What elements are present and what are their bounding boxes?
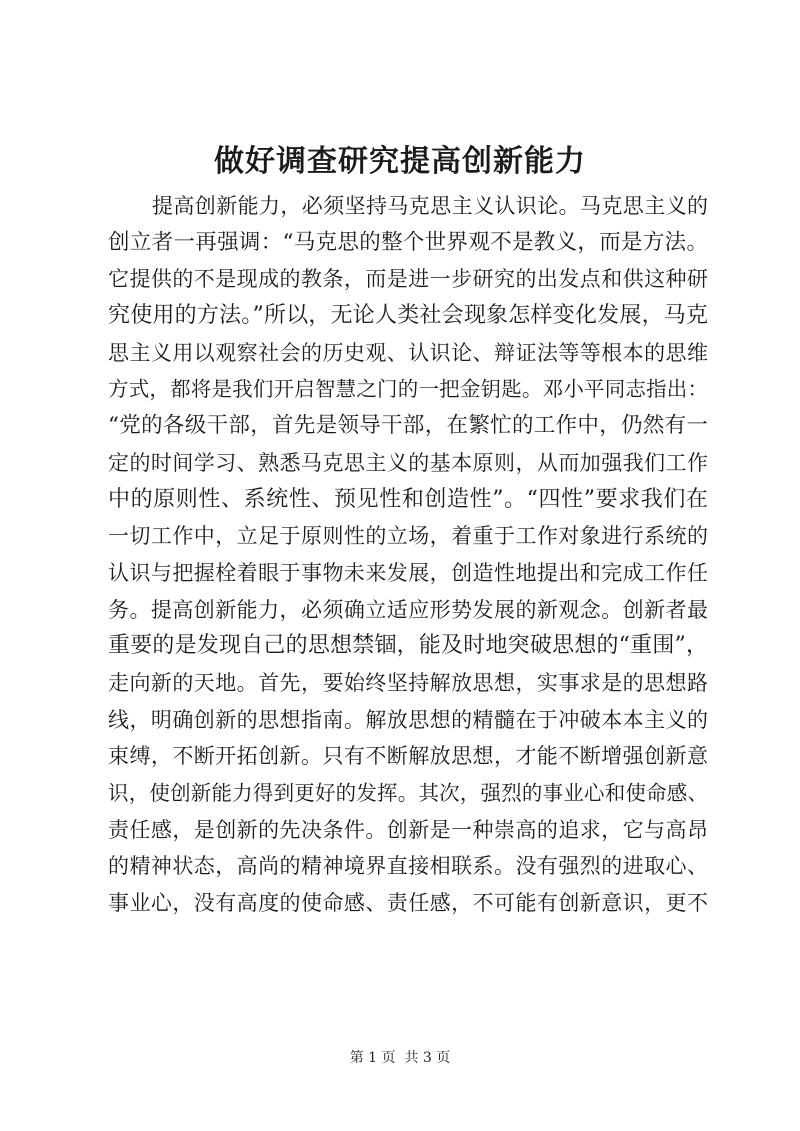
document-body: [108, 188, 708, 922]
body-line: 束缚，不断开拓创新。只有不断解放思想，才能不断增强创新意: [108, 744, 708, 769]
page-number-footer: 第 1 页 共 3 页: [349, 1050, 451, 1066]
body-line: 走向新的天地。首先，要始终坚持解放思想，实事求是的思想路: [108, 670, 708, 695]
body-line: 重要的是发现自己的思想禁锢，能及时地突破思想的“重围”，: [108, 633, 708, 659]
body-line: 创立者一再强调：“马克思的整个世界观不是教义，而是方法。: [108, 229, 708, 255]
body-line: 的精神状态，高尚的精神境界直接相联系。没有强烈的进取心、: [108, 854, 708, 879]
body-line: 一切工作中，立足于原则性的立场，着重于工作对象进行系统的: [108, 524, 708, 549]
body-line: 思主义用以观察社会的历史观、认识论、辩证法等等根本的思维: [108, 340, 708, 365]
body-line: 责任感，是创新的先决条件。创新是一种崇高的追求，它与高昂: [108, 817, 708, 842]
body-line: 线，明确创新的思想指南。解放思想的精髓在于冲破本本主义的: [108, 707, 708, 732]
body-line: 事业心，没有高度的使命感、责任感，不可能有创新意识，更不: [108, 891, 708, 916]
body-line: 定的时间学习、熟悉马克思主义的基本原则，从而加强我们工作: [108, 450, 708, 475]
body-line: “党的各级干部，首先是领导干部，在繁忙的工作中，仍然有一: [108, 413, 708, 439]
body-line: 务。提高创新能力，必须确立适应形势发展的新观念。创新者最: [108, 597, 708, 622]
body-line: 中的原则性、系统性、预见性和创造性”。“四性”要求我们在: [108, 486, 708, 512]
body-line: 认识与把握栓着眼于事物未来发展，创造性地提出和完成工作任: [108, 560, 708, 585]
body-line: 究使用的方法。”所以，无论人类社会现象怎样变化发展，马克: [108, 303, 708, 329]
body-line: 方式，都将是我们开启智慧之门的一把金钥匙。邓小平同志指出：: [108, 377, 708, 402]
body-line: 提高创新能力，必须坚持马克思主义认识论。马克思主义的: [152, 194, 708, 218]
body-line: 识，使创新能力得到更好的发挥。其次，强烈的事业心和使命感、: [108, 781, 708, 805]
document-title: 做好调查研究提高创新能力: [214, 144, 586, 179]
body-line: 它提供的不是现成的教条，而是进一步研究的出发点和供这种研: [108, 267, 708, 292]
